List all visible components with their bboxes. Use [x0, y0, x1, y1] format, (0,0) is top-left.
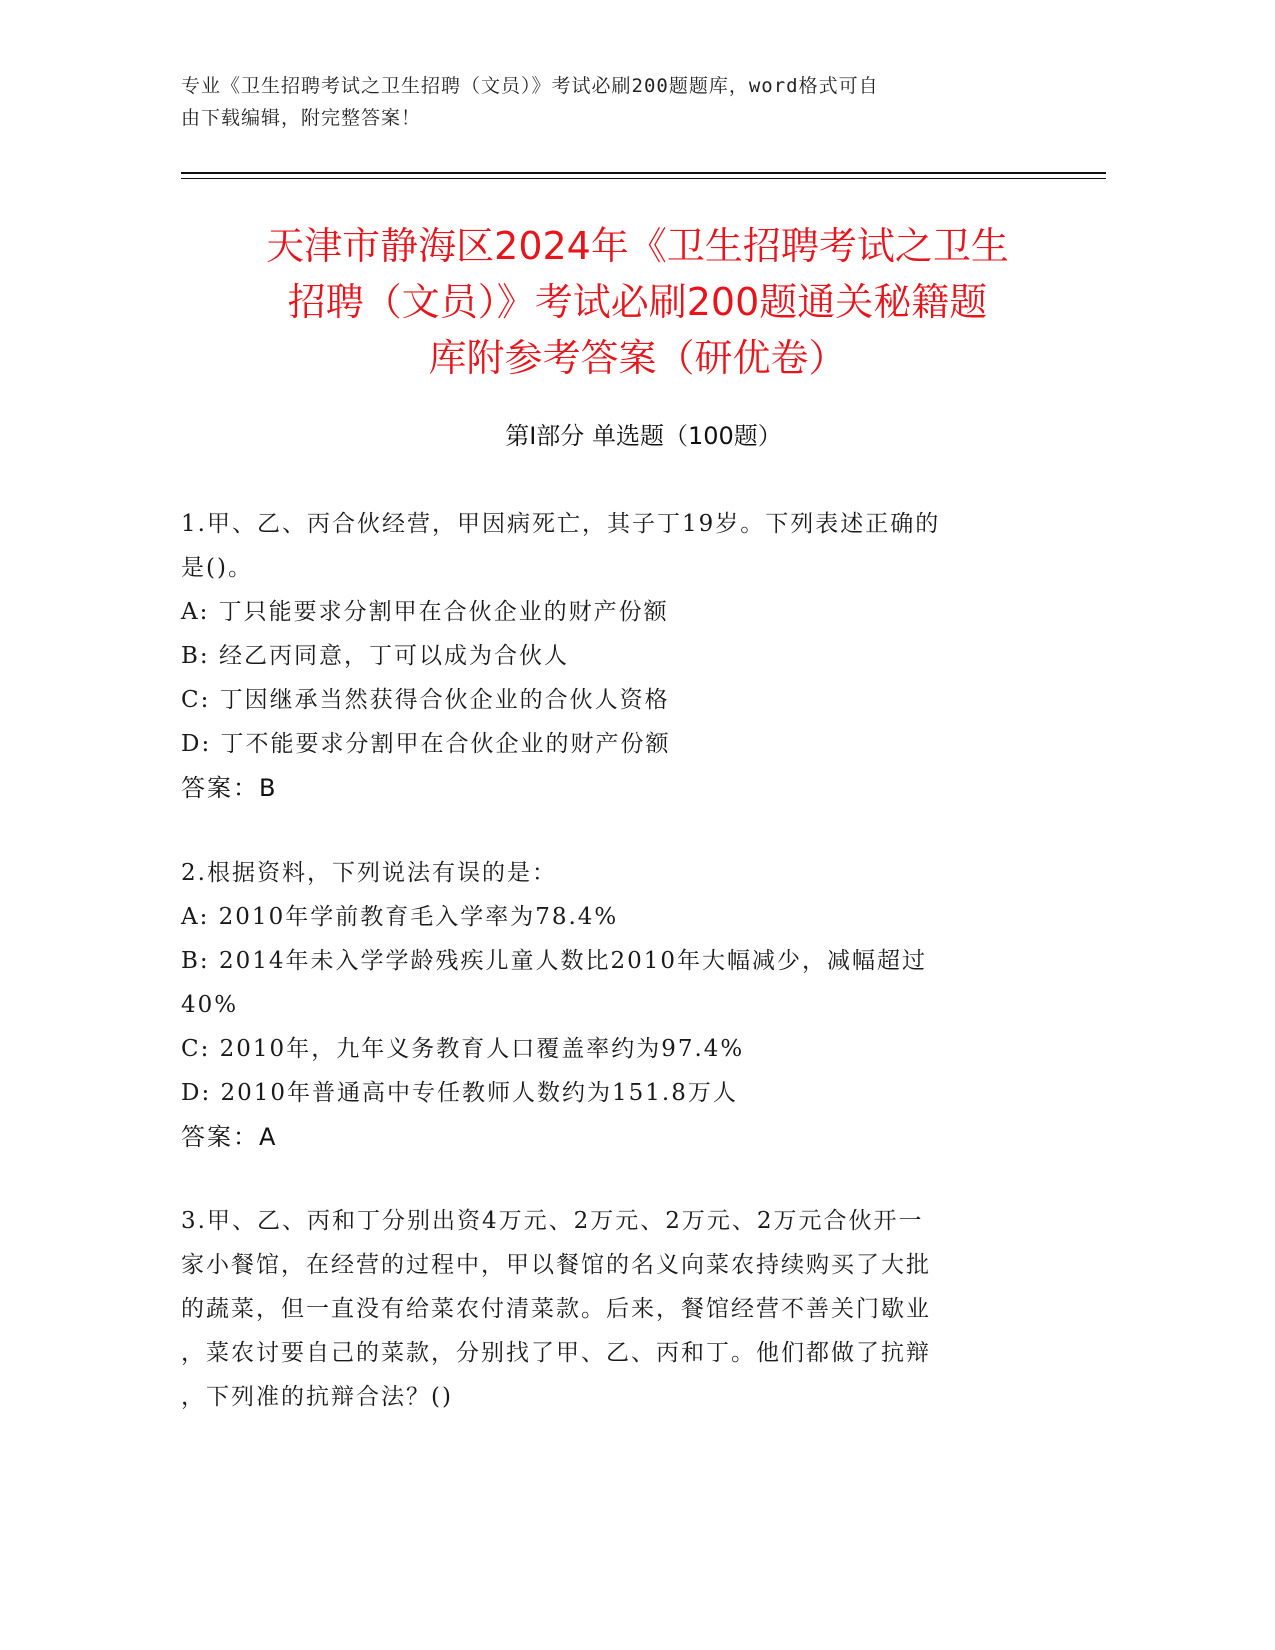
- title-line: 库附参考答案（研优卷）: [428, 336, 847, 380]
- question-text: 是()。: [181, 555, 253, 581]
- question-block: [181, 502, 1041, 810]
- option-d: D: 2010年普通高中专任教师人数约为151.8万人: [181, 1080, 738, 1106]
- question-text: 的蔬菜，但一直没有给菜农付清菜款。后来，餐馆经营不善关门歇业: [181, 1296, 931, 1322]
- document-title: [140, 218, 1135, 386]
- question-block: [181, 851, 1041, 1159]
- header-divider: [181, 172, 1106, 174]
- answer-text: 答案：A: [181, 1123, 278, 1151]
- option-b-continued: 40%: [181, 992, 239, 1018]
- answer-text: 答案：B: [181, 774, 278, 802]
- header-note-line: 专业《卫生招聘考试之卫生招聘（文员）》考试必刷200题题库，word格式可自: [181, 75, 879, 97]
- question-text: ，下列准的抗辩合法？(): [181, 1384, 453, 1410]
- option-a: A: 2010年学前教育毛入学率为78.4%: [181, 904, 619, 930]
- option-c: C: 丁因继承当然获得合伙企业的合伙人资格: [181, 687, 670, 713]
- question-text: 1.甲、乙、丙合伙经营，甲因病死亡，其子丁19岁。下列表述正确的: [181, 511, 941, 537]
- option-d: D: 丁不能要求分割甲在合伙企业的财产份额: [181, 731, 671, 757]
- question-text: ，菜农讨要自己的菜款，分别找了甲、乙、丙和丁。他们都做了抗辩: [181, 1340, 931, 1366]
- header-note-line: 由下载编辑，附完整答案！: [181, 107, 422, 129]
- option-b: B: 经乙丙同意，丁可以成为合伙人: [181, 643, 569, 669]
- option-a: A: 丁只能要求分割甲在合伙企业的财产份额: [181, 599, 669, 625]
- question-text: 3.甲、乙、丙和丁分别出资4万元、2万元、2万元、2万元合伙开一: [181, 1208, 924, 1234]
- option-b: B: 2014年未入学学龄残疾儿童人数比2010年大幅减少，减幅超过: [181, 948, 928, 974]
- header-note: [181, 70, 1041, 134]
- title-line: 招聘（文员）》考试必刷200题通关秘籍题: [287, 280, 988, 324]
- title-line: 天津市静海区2024年《卫生招聘考试之卫生: [266, 224, 1009, 268]
- question-text: 2.根据资料，下列说法有误的是：: [181, 860, 557, 886]
- question-text: 家小餐馆，在经营的过程中，甲以餐馆的名义向菜农持续购买了大批: [181, 1252, 931, 1278]
- header-divider-thin: [181, 178, 1106, 179]
- section-heading: 第Ⅰ部分 单选题（100题）: [505, 422, 782, 450]
- option-c: C: 2010年，九年义务教育人口覆盖率约为97.4%: [181, 1036, 745, 1062]
- question-block: [181, 1199, 1041, 1419]
